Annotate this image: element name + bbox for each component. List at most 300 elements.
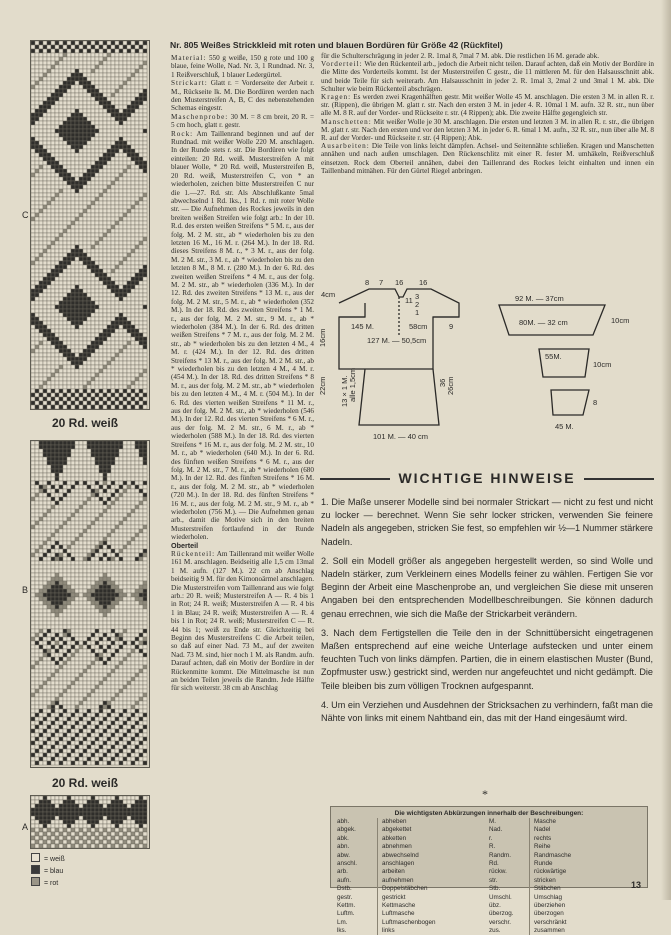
chart-cell — [47, 753, 51, 757]
chart-cell — [135, 161, 139, 165]
chart-cell — [139, 505, 143, 509]
chart-cell — [115, 553, 119, 557]
chart-cell — [111, 221, 115, 225]
chart-cell — [143, 289, 147, 293]
chart-cell — [143, 293, 147, 297]
chart-cell — [127, 273, 131, 277]
chart-cell — [63, 633, 67, 637]
chart-cell — [55, 741, 59, 745]
chart-cell — [83, 197, 87, 201]
chart-cell — [119, 457, 123, 461]
chart-cell — [99, 73, 103, 77]
chart-cell — [71, 41, 75, 45]
chart-cell — [67, 725, 71, 729]
chart-cell — [39, 313, 43, 317]
chart-cell — [83, 41, 87, 45]
chart-cell — [111, 385, 115, 389]
chart-cell — [43, 93, 47, 97]
chart-cell — [39, 157, 43, 161]
chart-cell — [47, 109, 51, 113]
chart-cell — [119, 537, 123, 541]
chart-cell — [39, 593, 43, 597]
chart-cell — [67, 125, 71, 129]
chart-cell — [135, 705, 139, 709]
chart-cell — [71, 49, 75, 53]
chart-cell — [51, 181, 55, 185]
chart-cell — [119, 477, 123, 481]
chart-cell — [123, 577, 127, 581]
chart-cell — [67, 649, 71, 653]
chart-cell — [123, 521, 127, 525]
chart-cell — [43, 449, 47, 453]
chart-cell — [31, 725, 35, 729]
chart-cell — [103, 329, 107, 333]
chart-cell — [95, 213, 99, 217]
chart-cell — [95, 549, 99, 553]
chart-cell — [83, 521, 87, 525]
chart-cell — [79, 389, 83, 393]
chart-cell — [67, 569, 71, 573]
chart-cell — [131, 253, 135, 257]
chart-cell — [31, 393, 35, 397]
chart-cell — [115, 57, 119, 61]
chart-cell — [71, 205, 75, 209]
chart-cell — [127, 213, 131, 217]
chart-cell — [35, 201, 39, 205]
chart-cell — [115, 221, 119, 225]
chart-cell — [59, 741, 63, 745]
chart-cell — [31, 65, 35, 69]
chart-cell — [95, 269, 99, 273]
chart-cell — [95, 697, 99, 701]
chart-cell — [47, 149, 51, 153]
chart-cell — [79, 757, 83, 761]
chart-cell — [95, 525, 99, 529]
chart-cell — [71, 709, 75, 713]
chart-cell — [123, 545, 127, 549]
chart-cell — [95, 169, 99, 173]
chart-cell — [31, 45, 35, 49]
chart-cell — [51, 213, 55, 217]
chart-cell — [127, 73, 131, 77]
chart-cell — [67, 341, 71, 345]
chart-cell — [103, 293, 107, 297]
chart-cell — [43, 213, 47, 217]
chart-cell — [103, 149, 107, 153]
chart-cell — [119, 445, 123, 449]
chart-cell — [143, 241, 147, 245]
chart-cell — [103, 189, 107, 193]
chart-cell — [31, 645, 35, 649]
chart-cell — [143, 77, 147, 81]
chart-cell — [135, 313, 139, 317]
chart-cell — [135, 513, 139, 517]
chart-cell — [75, 45, 79, 49]
chart-cell — [115, 693, 119, 697]
chart-cell — [35, 61, 39, 65]
chart-cell — [47, 713, 51, 717]
chart-cell — [87, 361, 91, 365]
chart-cell — [83, 213, 87, 217]
chart-cell — [135, 333, 139, 337]
chart-cell — [47, 73, 51, 77]
chart-cell — [135, 381, 139, 385]
chart-cell — [79, 549, 83, 553]
chart-cell — [131, 633, 135, 637]
chart-cell — [55, 281, 59, 285]
chart-cell — [139, 653, 143, 657]
chart-cell — [51, 353, 55, 357]
chart-cell — [31, 709, 35, 713]
chart-cell — [71, 373, 75, 377]
chart-cell — [79, 73, 83, 77]
chart-cell — [119, 485, 123, 489]
chart-cell — [123, 149, 127, 153]
chart-cell — [107, 677, 111, 681]
chart-cell — [123, 181, 127, 185]
chart-cell — [119, 221, 123, 225]
chart-cell — [35, 145, 39, 149]
chart-cell — [43, 217, 47, 221]
chart-cell — [99, 125, 103, 129]
chart-cell — [35, 109, 39, 113]
chart-cell — [71, 89, 75, 93]
chart-cell — [91, 105, 95, 109]
chart-cell — [83, 629, 87, 633]
chart-cell — [87, 573, 91, 577]
chart-cell — [99, 665, 103, 669]
chart-cell — [131, 273, 135, 277]
chart-cell — [59, 73, 63, 77]
chart-cell — [83, 153, 87, 157]
chart-cell — [95, 377, 99, 381]
chart-cell — [143, 85, 147, 89]
chart-cell — [135, 337, 139, 341]
chart-cell — [39, 53, 43, 57]
chart-cell — [99, 605, 103, 609]
chart-cell — [123, 121, 127, 125]
chart-cell — [131, 689, 135, 693]
chart-cell — [67, 69, 71, 73]
chart-cell — [39, 57, 43, 61]
chart-cell — [31, 293, 35, 297]
chart-cell — [115, 381, 119, 385]
chart-cell — [83, 205, 87, 209]
chart-cell — [51, 397, 55, 401]
chart-cell — [67, 145, 71, 149]
chart-cell — [123, 129, 127, 133]
chart-cell — [75, 645, 79, 649]
chart-cell — [71, 189, 75, 193]
chart-cell — [103, 313, 107, 317]
chart-cell — [139, 565, 143, 569]
chart-cell — [35, 317, 39, 321]
chart-cell — [67, 717, 71, 721]
chart-cell — [83, 345, 87, 349]
chart-cell — [31, 441, 35, 445]
chart-cell — [95, 177, 99, 181]
chart-cell — [71, 93, 75, 97]
chart-cell — [35, 197, 39, 201]
chart-cell — [31, 597, 35, 601]
chart-cell — [107, 85, 111, 89]
chart-cell — [47, 465, 51, 469]
chart-cell — [51, 237, 55, 241]
chart-cell — [123, 269, 127, 273]
chart-cell — [119, 137, 123, 141]
chart-cell — [55, 481, 59, 485]
chart-cell — [111, 681, 115, 685]
chart-cell — [39, 605, 43, 609]
chart-cell — [107, 745, 111, 749]
chart-cell — [75, 353, 79, 357]
chart-cell — [83, 485, 87, 489]
chart-cell — [63, 149, 67, 153]
chart-cell — [71, 305, 75, 309]
chart-cell — [55, 397, 59, 401]
chart-cell — [91, 481, 95, 485]
chart-cell — [135, 685, 139, 689]
chart-cell — [123, 513, 127, 517]
chart-cell — [83, 653, 87, 657]
chart-cell — [31, 385, 35, 389]
chart-cell — [115, 401, 119, 405]
chart-cell — [31, 673, 35, 677]
chart-cell — [43, 113, 47, 117]
chart-cell — [31, 697, 35, 701]
chart-cell — [79, 597, 83, 601]
chart-cell — [123, 61, 127, 65]
chart-cell — [103, 321, 107, 325]
chart-cell — [35, 241, 39, 245]
chart-cell — [127, 237, 131, 241]
chart-cell — [59, 317, 63, 321]
chart-cell — [99, 157, 103, 161]
chart-cell — [67, 337, 71, 341]
chart-cell — [67, 513, 71, 517]
chart-cell — [35, 277, 39, 281]
chart-cell — [95, 393, 99, 397]
chart-cell — [31, 253, 35, 257]
chart-cell — [35, 465, 39, 469]
chart-cell — [111, 185, 115, 189]
chart-cell — [83, 385, 87, 389]
chart-cell — [143, 729, 147, 733]
chart-cell — [35, 569, 39, 573]
chart-cell — [143, 629, 147, 633]
chart-cell — [127, 633, 131, 637]
chart-cell — [87, 689, 91, 693]
chart-cell — [67, 185, 71, 189]
chart-cell — [99, 617, 103, 621]
chart-cell — [99, 733, 103, 737]
chart-cell — [127, 169, 131, 173]
chart-cell — [79, 749, 83, 753]
chart-cell — [87, 385, 91, 389]
chart-cell — [39, 589, 43, 593]
chart-cell — [35, 633, 39, 637]
chart-cell — [91, 221, 95, 225]
chart-cell — [143, 249, 147, 253]
chart-cell — [79, 169, 83, 173]
chart-cell — [143, 453, 147, 457]
chart-cell — [135, 373, 139, 377]
chart-cell — [31, 77, 35, 81]
chart-cell — [39, 725, 43, 729]
chart-cell — [35, 597, 39, 601]
chart-cell — [43, 441, 47, 445]
chart-cell — [135, 309, 139, 313]
chart-cell — [139, 625, 143, 629]
chart-cell — [51, 501, 55, 505]
chart-cell — [83, 309, 87, 313]
chart-cell — [111, 213, 115, 217]
chart-cell — [135, 625, 139, 629]
chart-cell — [139, 573, 143, 577]
chart-cell — [35, 641, 39, 645]
chart-cell — [71, 161, 75, 165]
chart-cell — [83, 329, 87, 333]
chart-cell — [67, 369, 71, 373]
chart-cell — [71, 241, 75, 245]
chart-cell — [135, 121, 139, 125]
chart-cell — [107, 149, 111, 153]
chart-cell — [31, 217, 35, 221]
chart-cell — [75, 273, 79, 277]
chart-cell — [43, 53, 47, 57]
chart-cell — [103, 605, 107, 609]
chart-cell — [103, 217, 107, 221]
chart-cell — [87, 285, 91, 289]
chart-cell — [115, 533, 119, 537]
chart-cell — [35, 65, 39, 69]
chart-cell — [39, 177, 43, 181]
chart-cell — [39, 513, 43, 517]
chart-cell — [91, 241, 95, 245]
chart-cell — [91, 137, 95, 141]
chart-cell — [47, 449, 51, 453]
chart-cell — [131, 525, 135, 529]
chart-cell — [47, 313, 51, 317]
chart-cell — [35, 509, 39, 513]
chart-cell — [31, 261, 35, 265]
chart-cell — [67, 93, 71, 97]
chart-cell — [107, 577, 111, 581]
chart-cell — [31, 377, 35, 381]
chart-cell — [83, 89, 87, 93]
chart-cell — [43, 285, 47, 289]
chart-cell — [35, 273, 39, 277]
chart-cell — [139, 141, 143, 145]
chart-cell — [119, 129, 123, 133]
chart-cell — [43, 121, 47, 125]
chart-cell — [79, 637, 83, 641]
chart-cell — [39, 185, 43, 189]
chart-cell — [35, 185, 39, 189]
chart-cell — [47, 49, 51, 53]
chart-cell — [95, 721, 99, 725]
chart-cell — [55, 573, 59, 577]
chart-cell — [95, 497, 99, 501]
chart-cell — [107, 325, 111, 329]
chart-cell — [107, 757, 111, 761]
chart-cell — [75, 605, 79, 609]
chart-cell — [87, 229, 91, 233]
chart-cell — [75, 497, 79, 501]
chart-cell — [143, 193, 147, 197]
chart-cell — [139, 85, 143, 89]
chart-cell — [63, 553, 67, 557]
chart-cell — [47, 745, 51, 749]
chart-cell — [75, 325, 79, 329]
chart-cell — [103, 553, 107, 557]
chart-cell — [119, 45, 123, 49]
chart-cell — [51, 517, 55, 521]
chart-cell — [135, 541, 139, 545]
chart-cell — [127, 309, 131, 313]
chart-cell — [123, 393, 127, 397]
chart-cell — [51, 185, 55, 189]
chart-cell — [95, 749, 99, 753]
chart-cell — [115, 745, 119, 749]
chart-cell — [131, 469, 135, 473]
chart-cell — [107, 581, 111, 585]
chart-cell — [47, 361, 51, 365]
chart-cell — [135, 77, 139, 81]
chart-cell — [67, 509, 71, 513]
chart-cell — [131, 737, 135, 741]
chart-cell — [107, 721, 111, 725]
chart-cell — [79, 109, 83, 113]
chart-cell — [135, 657, 139, 661]
chart-cell — [79, 593, 83, 597]
chart-cell — [39, 537, 43, 541]
chart-cell — [95, 57, 99, 61]
chart-cell — [91, 653, 95, 657]
chart-cell — [55, 673, 59, 677]
chart-cell — [127, 657, 131, 661]
chart-cell — [135, 613, 139, 617]
chart-cell — [79, 529, 83, 533]
chart-cell — [51, 601, 55, 605]
chart-cell — [63, 697, 67, 701]
chart-cell — [35, 549, 39, 553]
chart-cell — [63, 169, 67, 173]
chart-cell — [43, 509, 47, 513]
chart-cell — [75, 477, 79, 481]
chart-cell — [115, 81, 119, 85]
chart-cell — [95, 369, 99, 373]
chart-cell — [75, 65, 79, 69]
chart-cell — [67, 677, 71, 681]
chart-cell — [43, 473, 47, 477]
chart-cell — [75, 449, 79, 453]
chart-cell — [111, 609, 115, 613]
chart-cell — [63, 441, 67, 445]
chart-cell — [43, 405, 47, 409]
chart-cell — [135, 69, 139, 73]
chart-cell — [47, 153, 51, 157]
chart-cell — [91, 297, 95, 301]
chart-cell — [55, 145, 59, 149]
chart-cell — [111, 93, 115, 97]
chart-cell — [35, 269, 39, 273]
chart-cell — [67, 109, 71, 113]
chart-cell — [99, 713, 103, 717]
chart-cell — [143, 225, 147, 229]
chart-cell — [111, 405, 115, 409]
chart-cell — [43, 469, 47, 473]
